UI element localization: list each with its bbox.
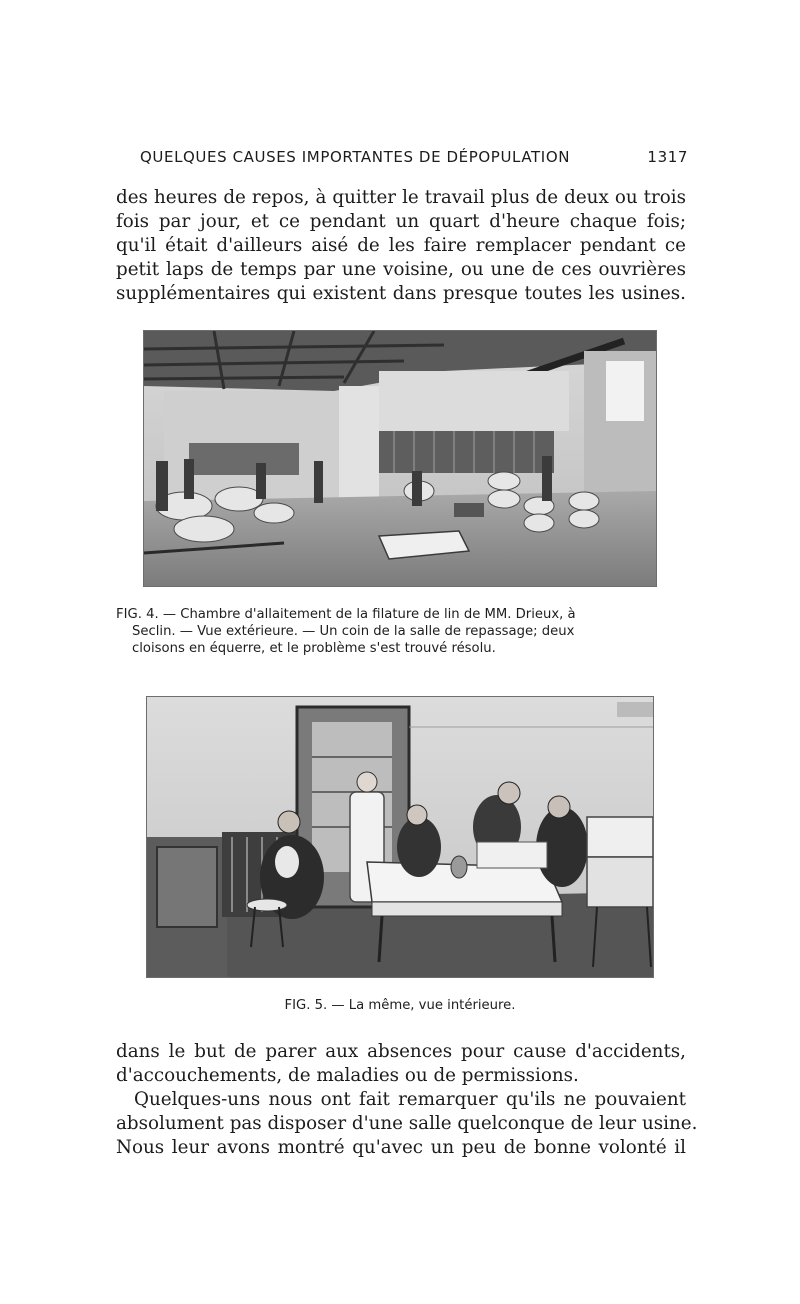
text-line: dans le but de parer aux absences pour cause d'accidents, [116, 1041, 686, 1062]
caption-line: Seclin. — Vue extérieure. — Un coin de la salle de repassage; deux [132, 624, 575, 639]
running-title: QUELQUES CAUSES IMPORTANTES DE DÉPOPULATION [140, 148, 571, 166]
body-paragraph-bottom [116, 1040, 698, 1160]
figure-4-caption [116, 606, 686, 657]
page-number: 1317 [647, 148, 688, 166]
text-line: supplémentaires qui existent dans presque toutes les usines. [116, 283, 686, 304]
body-paragraph-top [116, 186, 686, 306]
figure-5-photo-nursing-room [146, 696, 654, 978]
text-line: Quelques-uns nous ont fait remarquer qu'ils ne pouvaient [134, 1089, 686, 1110]
text-line: d'accouchements, de maladies ou de permissions. [116, 1065, 579, 1086]
caption-line: FIG. 4. — Chambre d'allaitement de la filature de lin de MM. Drieux, à [116, 607, 576, 622]
text-line: absolument pas disposer d'une salle quelconque de leur usine. [116, 1113, 698, 1134]
text-line: qu'il était d'ailleurs aisé de les faire remplacer pendant ce [116, 235, 686, 256]
figure-4-photo-ironing-room [143, 330, 657, 587]
running-header [140, 148, 688, 166]
caption-line: cloisons en équerre, et le problème s'est trouvé résolu. [132, 641, 496, 656]
text-line: fois par jour, et ce pendant un quart d'heure chaque fois; [116, 211, 686, 232]
text-line: Nous leur avons montré qu'avec un peu de bonne volonté il [116, 1137, 686, 1158]
text-line: petit laps de temps par une voisine, ou une de ces ouvrières [116, 259, 686, 280]
figure-5-caption: FIG. 5. — La même, vue intérieure. [284, 998, 516, 1013]
text-line: des heures de repos, à quitter le travail plus de deux ou trois [116, 187, 686, 208]
